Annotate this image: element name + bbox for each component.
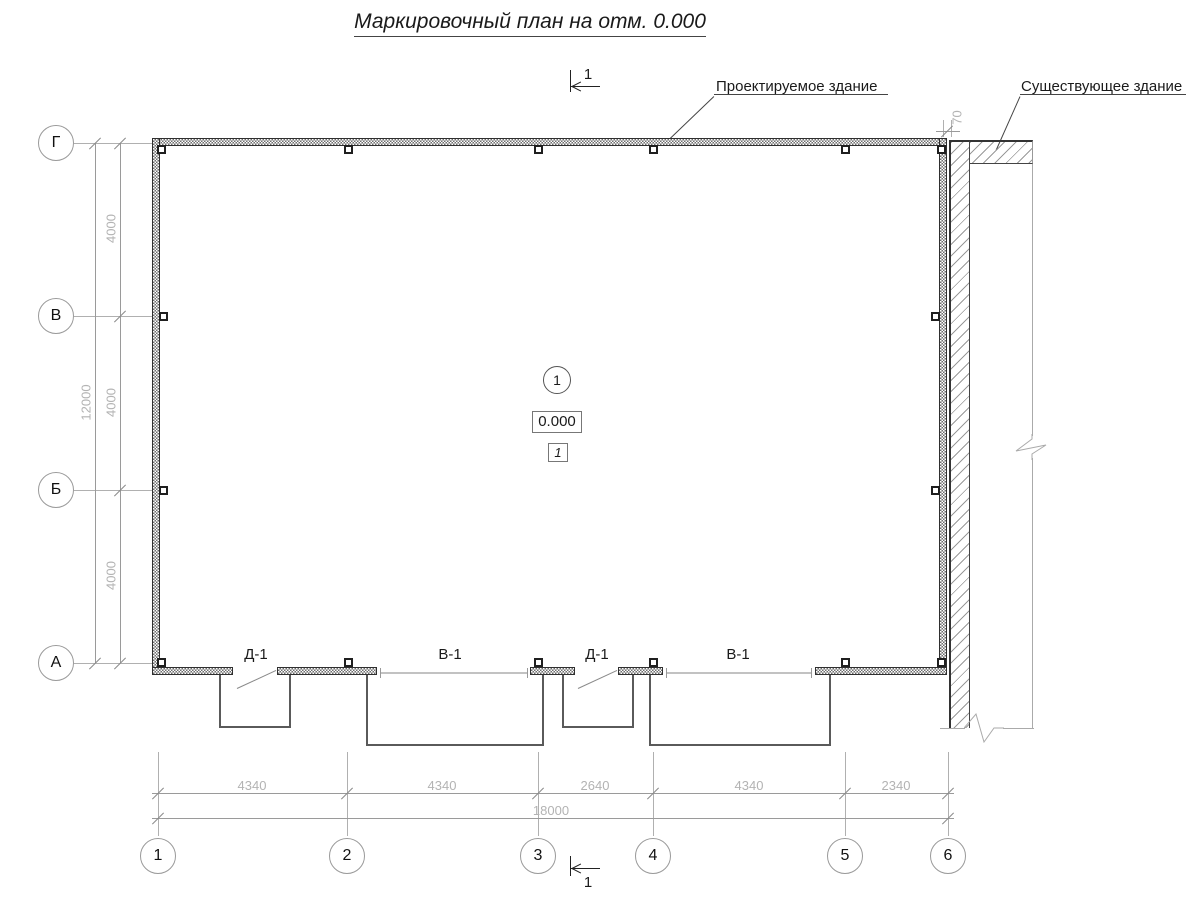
existing-building-wall-strip <box>949 140 970 728</box>
wall-bottom-segment <box>618 667 663 675</box>
dim-text: 4340 <box>734 778 764 793</box>
porch-side <box>562 675 564 727</box>
dim-text-4000: 4000 <box>103 561 119 590</box>
axis-circle-1: 1 <box>140 838 176 874</box>
proposed-building-label: Проектируемое здание <box>716 78 878 95</box>
existing-building-edge <box>1032 164 1033 436</box>
dim-text: 4340 <box>237 778 267 793</box>
axis-circle-3: 3 <box>520 838 556 874</box>
break-line-icon <box>1014 434 1050 460</box>
gate-leaf-end <box>811 668 812 678</box>
apron-edge <box>649 744 831 746</box>
gate-leaf-end <box>666 668 667 678</box>
break-line-icon <box>964 712 1004 744</box>
plan-title: Маркировочный план на отм. 0.000 <box>300 10 760 34</box>
column <box>841 658 850 667</box>
axis-circle-4: 4 <box>635 838 671 874</box>
porch-side <box>289 675 291 727</box>
dim-text-4000: 4000 <box>103 214 119 243</box>
gate-leaf-end <box>380 668 381 678</box>
axis-line-a <box>74 663 152 664</box>
axis-circle-2: 2 <box>329 838 365 874</box>
column <box>931 486 940 495</box>
proposed-building-underline <box>714 94 888 95</box>
column <box>937 658 946 667</box>
dim-text: 2340 <box>881 778 911 793</box>
porch-edge <box>562 726 634 728</box>
floor-type-mark: 1 <box>548 443 568 462</box>
gate-leaf-end <box>527 668 528 678</box>
existing-building-cut-line <box>1003 728 1034 729</box>
dim-text-4000: 4000 <box>103 388 119 417</box>
wall-bottom-segment <box>530 667 575 675</box>
column <box>159 486 168 495</box>
column <box>157 658 166 667</box>
section-mark-bottom-line <box>570 856 571 876</box>
dim-text-12000: 12000 <box>78 384 94 421</box>
existing-building-label: Существующее здание <box>1021 78 1183 95</box>
door-leaf <box>237 670 276 689</box>
column <box>159 312 168 321</box>
apron-side <box>829 675 831 745</box>
existing-building-wall-band <box>970 140 1033 164</box>
existing-building-underline <box>1020 94 1186 95</box>
column <box>649 658 658 667</box>
section-mark-top-label: 1 <box>583 66 593 83</box>
axis-circle-5: 5 <box>827 838 863 874</box>
bottom-segment-dim-line <box>152 793 954 794</box>
axis-line-b <box>74 490 152 491</box>
column <box>344 145 353 154</box>
porch-edge <box>219 726 291 728</box>
left-segment-dim-line <box>120 143 121 663</box>
column <box>931 312 940 321</box>
apron-edge <box>366 744 544 746</box>
column <box>649 145 658 154</box>
porch-side <box>632 675 634 727</box>
axis-line-g <box>74 143 152 144</box>
gate-mark-label: В-1 <box>726 646 750 663</box>
column <box>937 145 946 154</box>
gate-leaf <box>381 672 527 674</box>
wall-bottom-segment <box>815 667 947 675</box>
porch-side <box>219 675 221 727</box>
axis-circle-g: Г <box>38 125 74 161</box>
dim-text: 2640 <box>580 778 610 793</box>
door-leaf <box>578 670 617 689</box>
dim-text: 4340 <box>427 778 457 793</box>
apron-side <box>366 675 368 745</box>
dim-text-total: 18000 <box>532 803 570 818</box>
column <box>157 145 166 154</box>
wall-bottom-segment <box>277 667 377 675</box>
existing-building-edge <box>1032 458 1033 728</box>
column <box>344 658 353 667</box>
door-mark-label: Д-1 <box>585 646 609 663</box>
section-mark-bottom-label: 1 <box>583 874 593 891</box>
apron-side <box>542 675 544 745</box>
column <box>841 145 850 154</box>
axis-circle-6: 6 <box>930 838 966 874</box>
axis-circle-b: Б <box>38 472 74 508</box>
section-mark-top-line <box>570 70 571 92</box>
wall-bottom-segment <box>152 667 233 675</box>
proposed-building-leader <box>667 96 715 142</box>
gap-dim-text: 70 <box>949 110 965 125</box>
gate-mark-label: В-1 <box>438 646 462 663</box>
axis-circle-a: А <box>38 645 74 681</box>
axis-line-v <box>74 316 152 317</box>
elevation-mark: 0.000 <box>532 411 582 433</box>
existing-building-cut-line <box>940 728 965 729</box>
column <box>534 658 543 667</box>
axis-circle-v: В <box>38 298 74 334</box>
wall-right <box>939 138 947 675</box>
wall-top <box>152 138 947 146</box>
door-mark-label: Д-1 <box>244 646 268 663</box>
wall-left <box>152 138 160 675</box>
bottom-total-dim-line <box>152 818 954 819</box>
apron-side <box>649 675 651 745</box>
left-total-dim-line <box>95 143 96 663</box>
column <box>534 145 543 154</box>
gate-leaf <box>667 672 812 674</box>
room-number-tag: 1 <box>543 366 571 394</box>
